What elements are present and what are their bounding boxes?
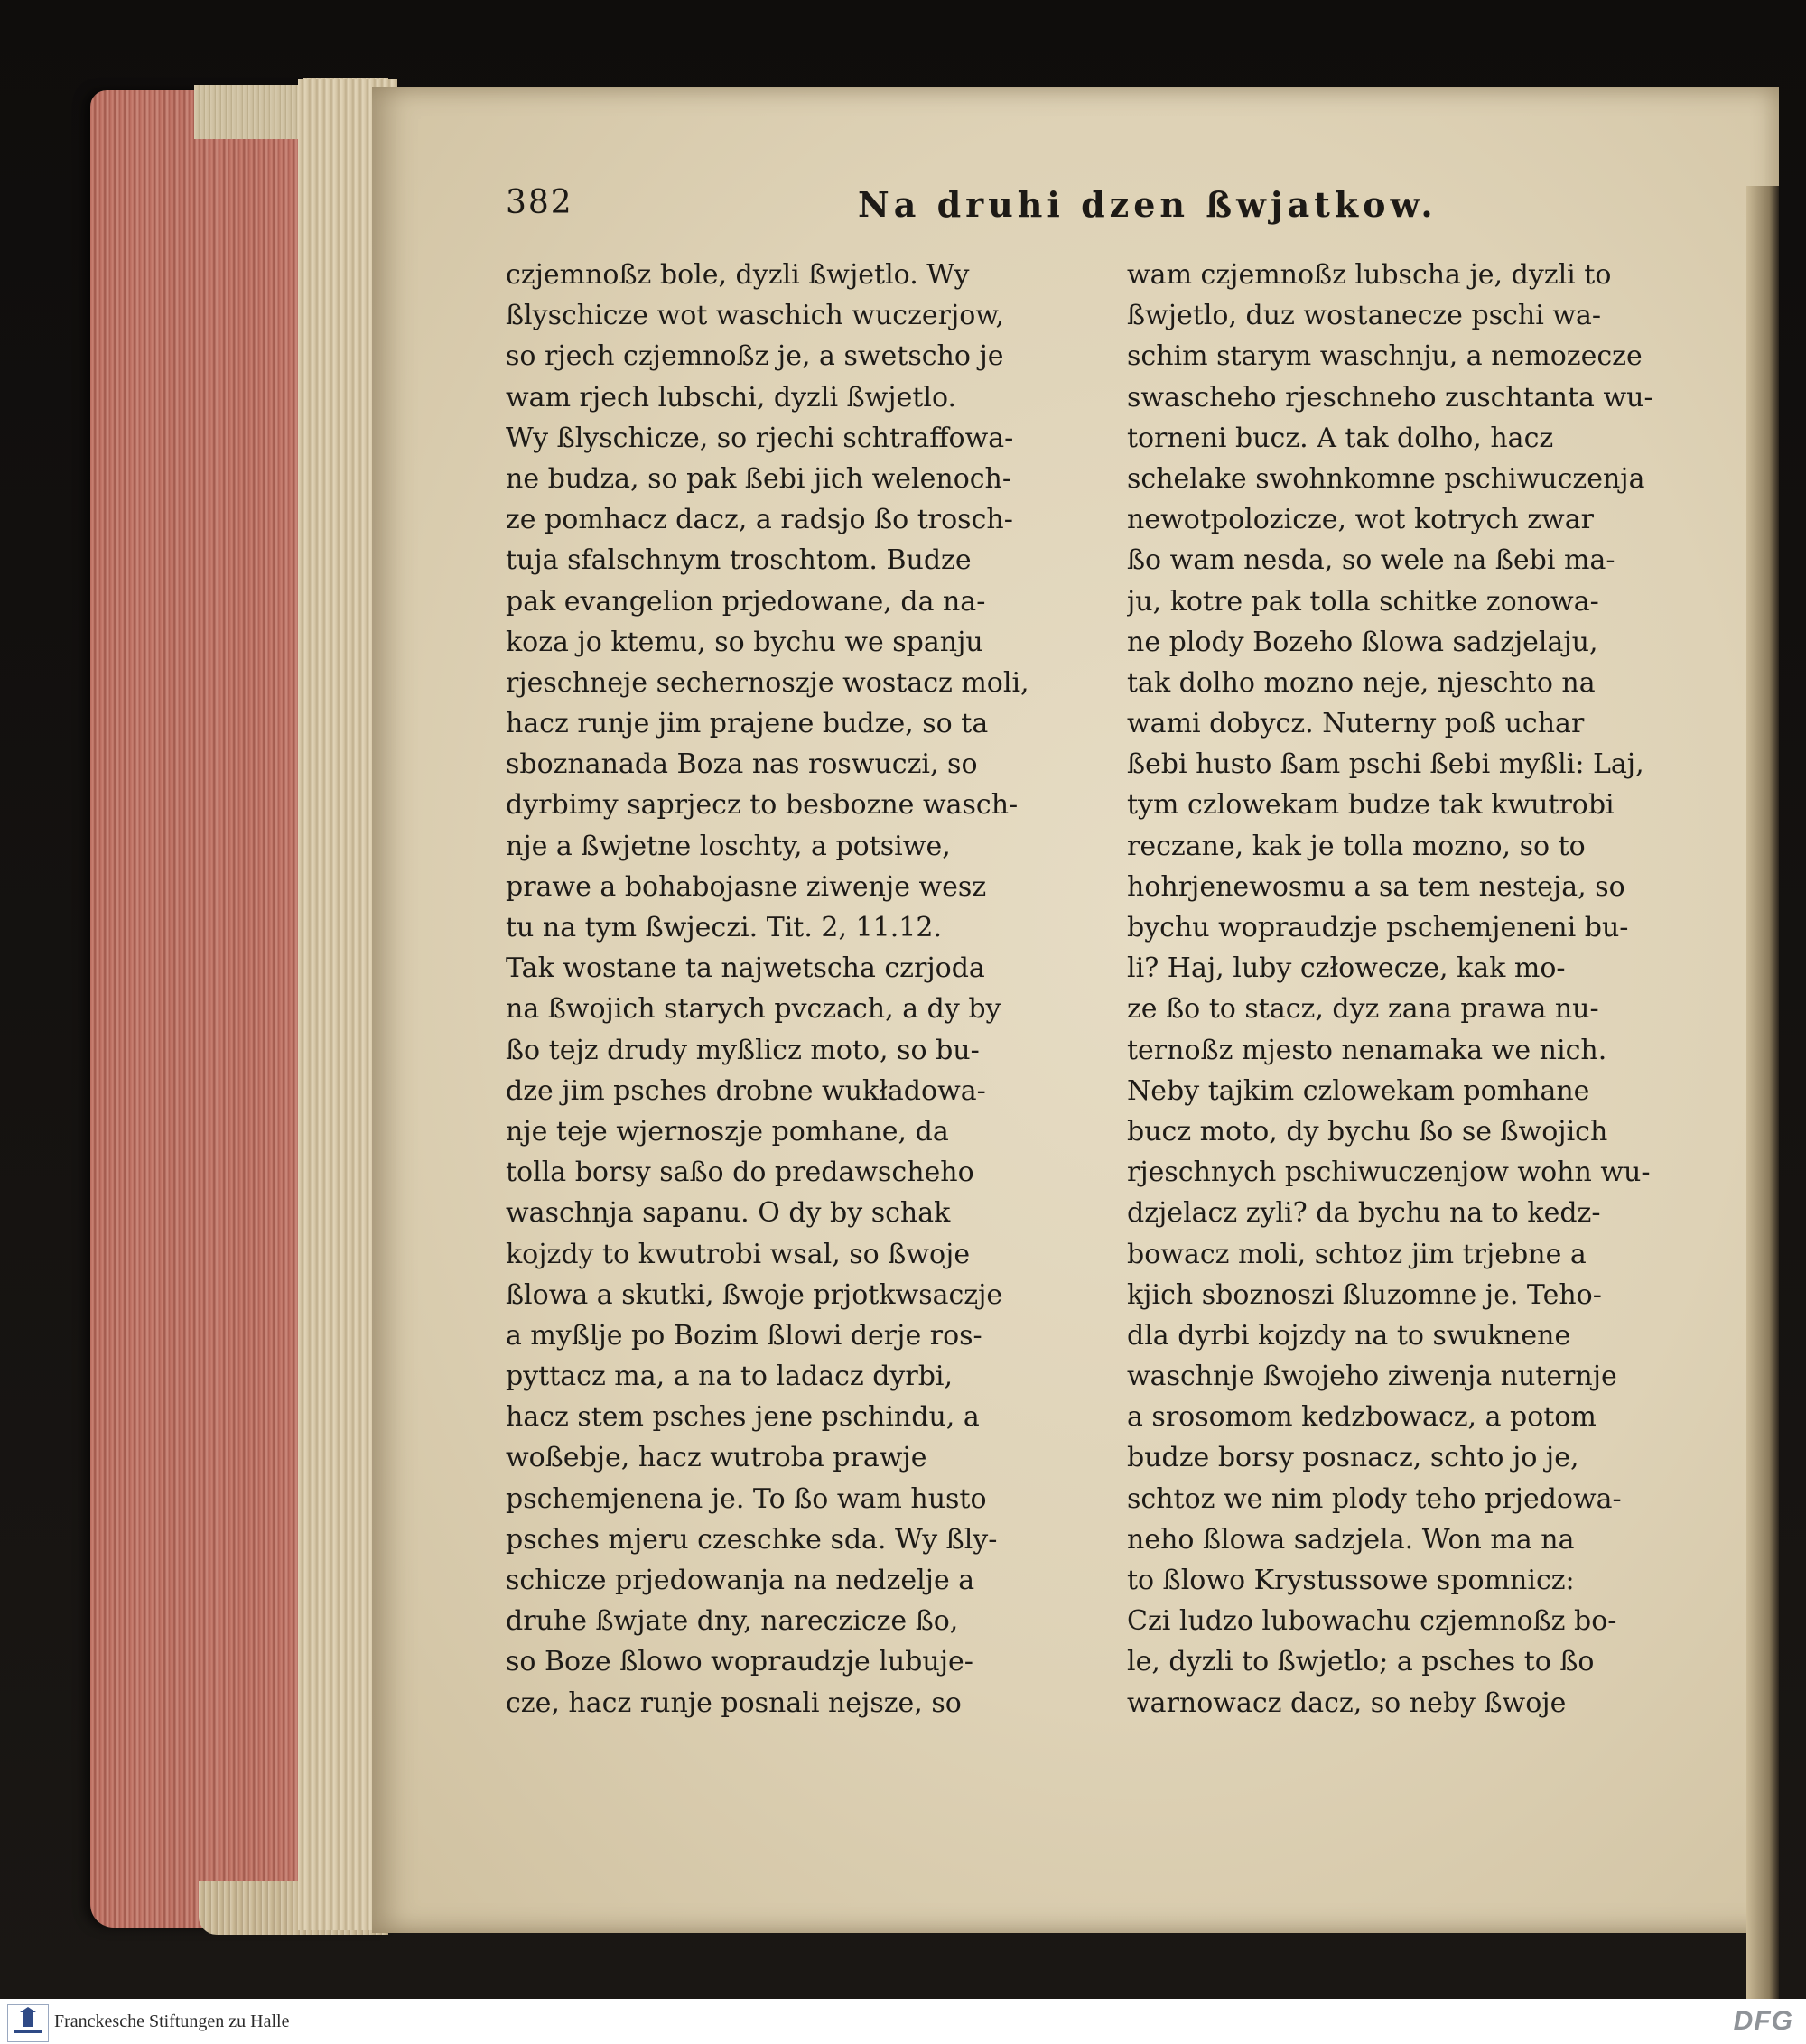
text-line: budze borsy posnacz, schto jo je, xyxy=(1127,1442,1579,1474)
text-line: wami dobycz. Nuterny poß uchar xyxy=(1127,708,1585,740)
text-line: ßebi husto ßam pschi ßebi myßli: Laj, xyxy=(1127,748,1644,781)
text-line: sboznanada Boza nas roswuczi, so xyxy=(506,748,978,781)
text-line: bowacz moli, schtoz jim trjebne a xyxy=(1127,1238,1587,1270)
text-line: to ßlowo Krystussowe spomnicz: xyxy=(1127,1565,1575,1596)
text-line: pak evangelion prjedowane, da na- xyxy=(506,585,986,618)
text-line: czjemnoßz bole, dyzli ßwjetlo. Wy xyxy=(506,259,970,291)
text-line: rjeschneje sechernoszje wostacz moli, xyxy=(506,666,1029,699)
text-line: warnowacz dacz, so neby ßwoje xyxy=(1127,1686,1567,1719)
text-line: schelake swohnkomne pschiwuczenja xyxy=(1127,462,1645,495)
text-line: tuja sfalschnym troschtom. Budze xyxy=(506,544,972,577)
text-line: hacz runje jim prajene budze, so ta xyxy=(506,708,989,740)
text-line: ne plody Bozeho ßlowa sadzjelaju, xyxy=(1127,626,1598,658)
page-gutter-shadow xyxy=(1746,186,1779,1999)
text-line: woßebje, hacz wutroba prawje xyxy=(506,1442,927,1474)
text-line: hohrjenewosmu a sa tem nesteja, so xyxy=(1127,870,1625,903)
text-line: so Boze ßlowo wopraudzje lubuje- xyxy=(506,1646,973,1678)
text-line: ze pomhacz dacz, a radsjo ßo trosch- xyxy=(506,504,1013,536)
text-line: Neby tajkim czlowekam pomhane xyxy=(1127,1074,1590,1107)
text-line: ßlyschicze wot waschich wuczerjow, xyxy=(506,300,1004,332)
text-line: nje teje wjernoszje pomhane, da xyxy=(506,1115,949,1147)
text-line: hacz stem psches jene pschindu, a xyxy=(506,1401,980,1434)
text-line: torneni bucz. A tak dolho, hacz xyxy=(1127,422,1554,454)
viewer-footer xyxy=(0,1999,1806,2044)
text-line: reczane, kak je tolla mozno, so to xyxy=(1127,830,1586,862)
text-line: bychu wopraudzje pschemjeneni bu- xyxy=(1127,912,1629,943)
text-line: kojzdy to kwutrobi wsal, so ßwoje xyxy=(506,1238,971,1270)
text-line: newotpolozicze, wot kotrych zwar xyxy=(1127,504,1594,536)
text-line: waschnja sapanu. O dy by schak xyxy=(506,1197,951,1230)
text-column-right xyxy=(1127,255,1716,1723)
text-line: schtoz we nim plody teho prjedowa- xyxy=(1127,1482,1622,1515)
page-number: 382 xyxy=(506,184,573,221)
text-line: schicze prjedowanja na nedzelje a xyxy=(506,1565,975,1596)
text-line: tym czlowekam budze tak kwutrobi xyxy=(1127,789,1615,822)
text-line: cze, hacz runje posnali nejsze, so xyxy=(506,1686,962,1719)
text-line: kjich sboznoszi ßluzomne je. Teho- xyxy=(1127,1278,1602,1311)
text-line: na ßwojich starych pvczach, a dy by xyxy=(506,993,1001,1026)
text-line: dyrbimy saprjecz to besbozne wasch- xyxy=(506,789,1019,822)
dfg-logo: DFG xyxy=(1733,2006,1793,2036)
text-line: Tak wostane ta najwetscha czrjoda xyxy=(506,952,985,985)
text-line: tu na tym ßwjeczi. Tit. 2, 11.12. xyxy=(506,912,943,943)
text-column-left xyxy=(506,255,1103,1723)
page-header xyxy=(506,184,1788,235)
text-line: nje a ßwjetne loschty, a potsiwe, xyxy=(506,830,951,862)
text-line: dze jim psches drobne wukładowa- xyxy=(506,1074,986,1107)
text-line: dzjelacz zyli? da bychu na to kedz- xyxy=(1127,1197,1601,1230)
text-line: koza jo ktemu, so bychu we spanju xyxy=(506,626,983,658)
text-line: ze ßo to stacz, dyz zana prawa nu- xyxy=(1127,993,1599,1026)
text-line: ßwjetlo, duz wostanecze pschi wa- xyxy=(1127,300,1602,332)
institution-name: Franckesche Stiftungen zu Halle xyxy=(54,2011,290,2031)
text-line: ßo wam nesda, so wele na ßebi ma- xyxy=(1127,544,1615,577)
text-line: Wy ßlyschicze, so rjechi schtraffowa- xyxy=(506,422,1014,454)
text-line: dla dyrbi kojzdy na to swuknene xyxy=(1127,1319,1571,1352)
text-line: tolla borsy saßo do predawscheho xyxy=(506,1157,974,1189)
text-line: a srosomom kedzbowacz, a potom xyxy=(1127,1401,1597,1434)
text-line: tak dolho mozno neje, njeschto na xyxy=(1127,666,1596,699)
text-line: wam czjemnoßz lubscha je, dyzli to xyxy=(1127,259,1612,291)
text-line: psches mjeru czeschke sda. Wy ßly- xyxy=(506,1523,998,1556)
text-line: so rjech czjemnoßz je, a swetscho je xyxy=(506,340,1004,373)
text-line: ne budza, so pak ßebi jich welenoch- xyxy=(506,462,1012,495)
text-line: wam rjech lubschi, dyzli ßwjetlo. xyxy=(506,381,957,413)
text-line: le, dyzli to ßwjetlo; a psches to ßo xyxy=(1127,1646,1595,1678)
institution-logo-icon xyxy=(7,2004,49,2042)
text-line: ßo tejz drudy myßlicz moto, so bu- xyxy=(506,1034,980,1066)
text-line: pyttacz ma, a na to ladacz dyrbi, xyxy=(506,1361,954,1393)
text-line: druhe ßwjate dny, nareczicze ßo, xyxy=(506,1605,959,1638)
text-line: a myßlje po Bozim ßlowi derje ros- xyxy=(506,1319,982,1352)
text-line: pschemjenena je. To ßo wam husto xyxy=(506,1482,987,1515)
text-line: Czi ludzo lubowachu czjemnoßz bo- xyxy=(1127,1605,1617,1638)
text-line: schim starym waschnju, a nemozecze xyxy=(1127,340,1643,373)
text-line: neho ßlowa sadzjela. Won ma na xyxy=(1127,1523,1575,1556)
text-line: prawe a bohabojasne ziwenje wesz xyxy=(506,870,987,903)
text-line: rjeschnych pschiwuczenjow wohn wu- xyxy=(1127,1157,1651,1189)
text-line: swascheho rjeschneho zuschtanta wu- xyxy=(1127,381,1653,413)
running-title: Na druhi dzen ßwjatkow. xyxy=(858,184,1438,225)
text-line: ju, kotre pak tolla schitke zonowa- xyxy=(1127,585,1599,618)
text-line: waschnje ßwojeho ziwenja nuternje xyxy=(1127,1361,1617,1393)
text-line: li? Haj, luby człowecze, kak mo- xyxy=(1127,952,1566,985)
text-line: ßlowa a skutki, ßwoje prjotkwsaczje xyxy=(506,1278,1003,1311)
text-line: bucz moto, dy bychu ßo se ßwojich xyxy=(1127,1115,1608,1147)
text-line: ternoßz mjesto nenamaka we nich. xyxy=(1127,1034,1607,1066)
